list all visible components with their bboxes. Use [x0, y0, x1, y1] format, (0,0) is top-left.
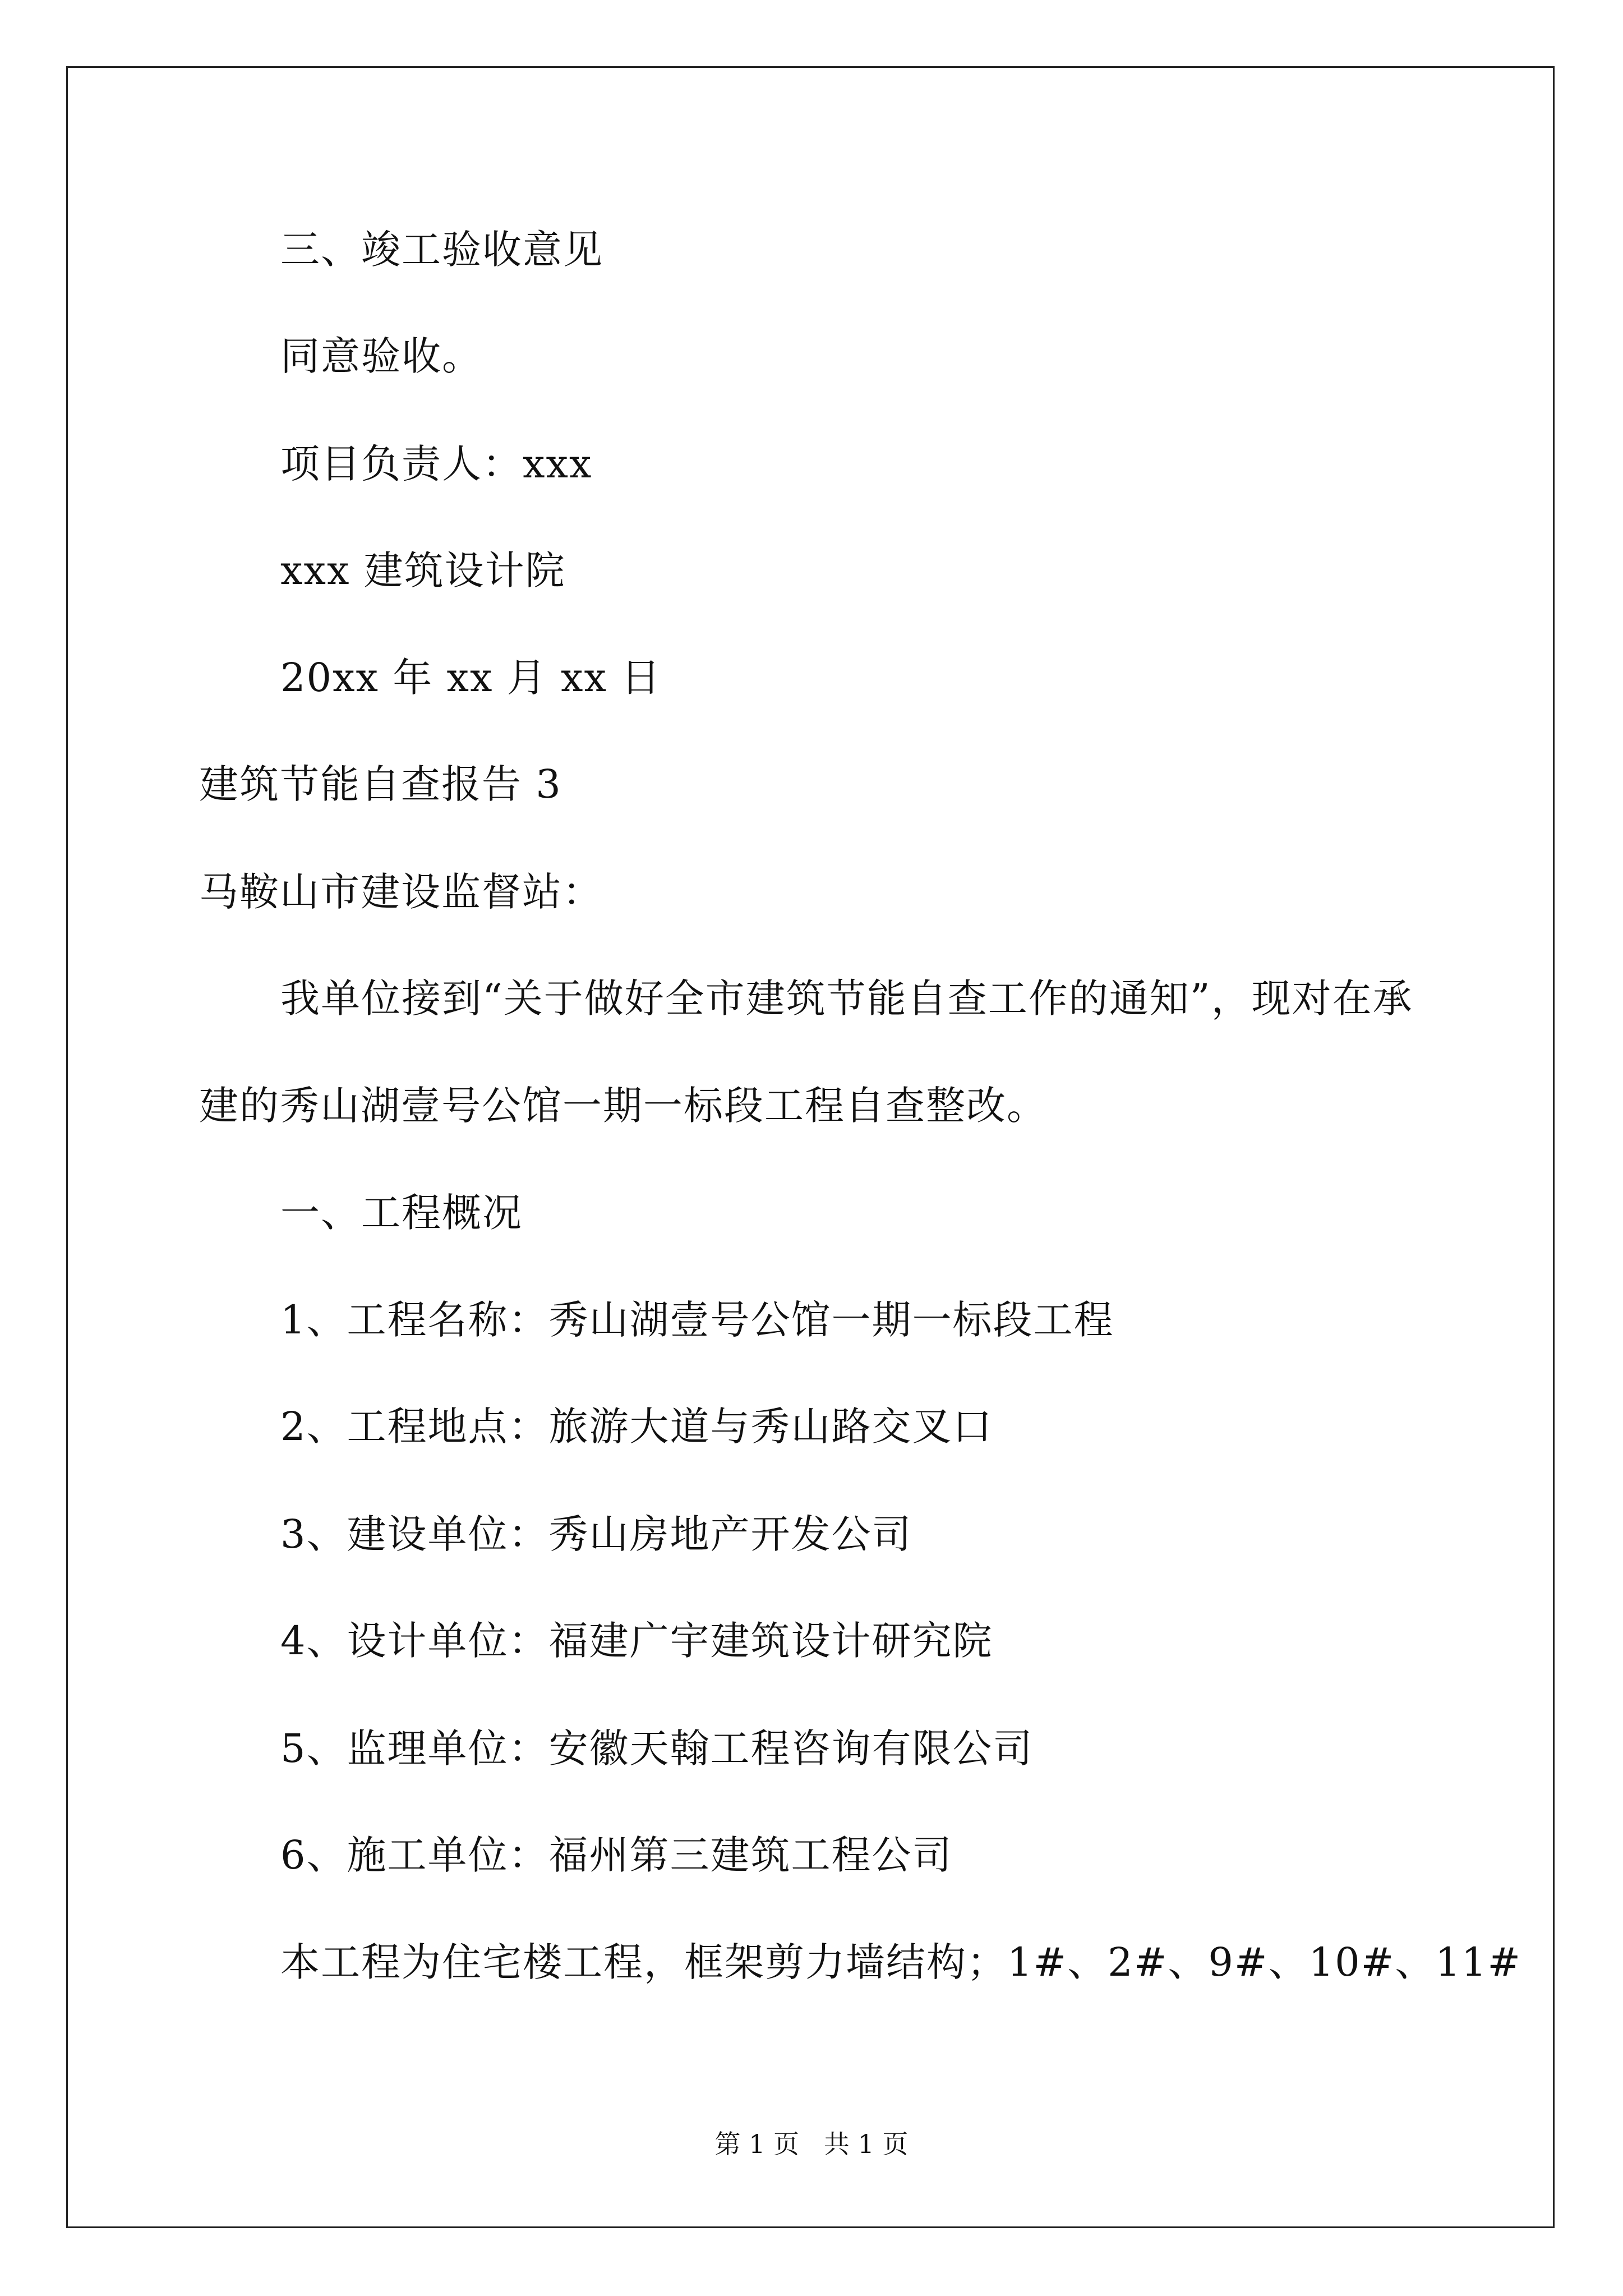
design-institute: xxx 建筑设计院: [280, 547, 566, 593]
item-project-location: 2、工程地点：旅游大道与秀山路交叉口: [280, 1404, 993, 1450]
paragraph-structure: 本工程为住宅楼工程，框架剪力墙结构；1#、2#、9#、10#、11#: [280, 1939, 1522, 1985]
page-number-footer: 第 1 页 共 1 页: [714, 2129, 909, 2159]
report-title: 建筑节能自查报告 3: [199, 761, 562, 807]
item-builder-unit: 6、施工单位：福州第三建筑工程公司: [280, 1832, 953, 1878]
date-line: 20xx 年 xx 月 xx 日: [280, 655, 662, 701]
acceptance-opinion: 同意验收。: [280, 333, 482, 379]
item-supervision-unit: 5、监理单位：安徽天翰工程咨询有限公司: [280, 1726, 1034, 1772]
paragraph-intro-line-2: 建的秀山湖壹号公馆一期一标段工程自查整改。: [199, 1083, 1047, 1129]
item-construction-unit: 3、建设单位：秀山房地产开发公司: [280, 1511, 912, 1557]
item-design-unit: 4、设计单位：福建广宇建筑设计研究院: [280, 1618, 993, 1664]
paragraph-intro-line-1: 我单位接到“关于做好全市建筑节能自查工作的通知”，现对在承: [280, 976, 1413, 1022]
addressee: 马鞍山市建设监督站：: [199, 869, 603, 915]
project-lead: 项目负责人：xxx: [280, 441, 593, 487]
section-heading-overview: 一、工程概况: [280, 1190, 523, 1236]
item-project-name: 1、工程名称：秀山湖壹号公馆一期一标段工程: [280, 1297, 1114, 1343]
section-heading-acceptance: 三、竣工验收意见: [280, 227, 603, 273]
page-border: [66, 66, 1555, 2228]
